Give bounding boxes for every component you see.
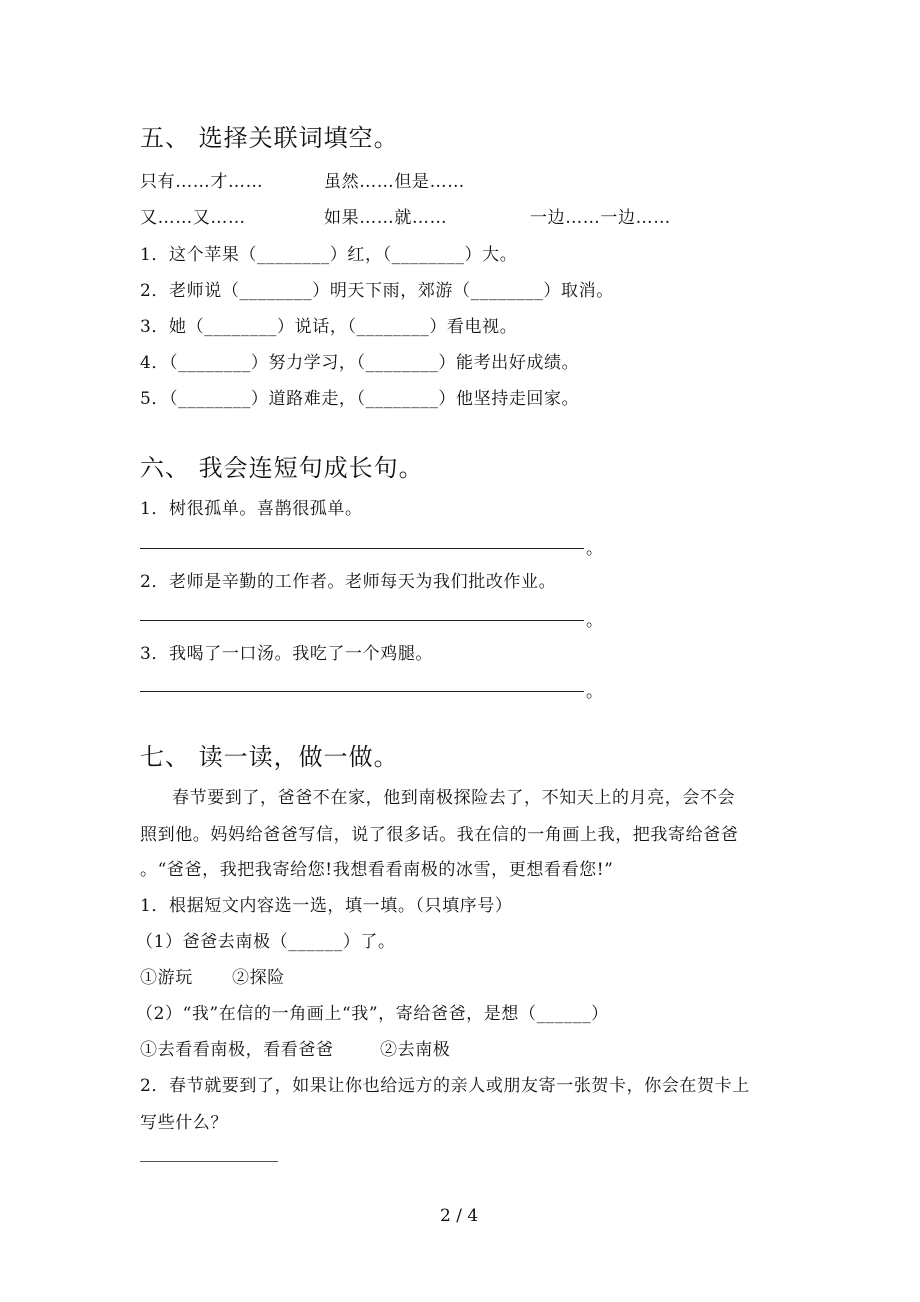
section-5-heading: 五、 选择关联词填空。: [140, 124, 399, 152]
answer-line-end: 。: [586, 682, 604, 702]
answer-line-end: 。: [586, 611, 604, 631]
conjunction-option: 又……又……: [140, 208, 246, 228]
fill-blank-item: 1．这个苹果（________）红，（________）大。: [140, 245, 518, 265]
conjunction-option: 虽然……但是……: [324, 172, 465, 192]
fill-blank-item: 2．老师说（________）明天下雨，郊游（________）取消。: [140, 281, 614, 301]
passage-line: 照到他。妈妈给爸爸写信，说了很多话。我在信的一角画上我，把我寄给爸爸: [140, 825, 739, 845]
fill-blank-item: 5．（________）道路难走，（________）他坚持走回家。: [140, 389, 580, 409]
passage-line: 。“爸爸，我把我寄给您!我想看看南极的冰雪，更想看看您!”: [140, 860, 614, 880]
question-2-continued: 写些什么？: [140, 1113, 228, 1133]
question-1b: （2）“我”在信的一角画上“我”，寄给爸爸，是想（______）: [136, 1004, 609, 1024]
answer-line[interactable]: [140, 1161, 278, 1162]
choice-option: ②探险: [232, 968, 285, 988]
page-number: 2 / 4: [440, 1206, 479, 1226]
question-2: 2．春节就要到了，如果让你也给远方的亲人或朋友寄一张贺卡，你会在贺卡上: [140, 1076, 750, 1096]
conjunction-option: 一边……一边……: [530, 208, 671, 228]
combine-sentence-item: 1．树很孤单。喜鹊很孤单。: [140, 499, 363, 519]
passage-line: 春节要到了，爸爸不在家，他到南极探险去了，不知天上的月亮，会不会: [172, 788, 736, 808]
choice-option: ①去看看南极，看看爸爸: [140, 1040, 334, 1060]
question-1: 1．根据短文内容选一选，填一填。（只填序号）: [140, 896, 513, 916]
section-6-heading: 六、 我会连短句成长句。: [140, 454, 424, 482]
section-7-heading: 七、 读一读，做一做。: [140, 743, 399, 771]
fill-blank-item: 4．（________）努力学习，（________）能考出好成绩。: [140, 353, 580, 373]
conjunction-option: 只有……才……: [140, 172, 264, 192]
combine-sentence-item: 2．老师是辛勤的工作者。老师每天为我们批改作业。: [140, 572, 557, 592]
answer-line[interactable]: [140, 548, 584, 549]
fill-blank-item: 3．她（________）说话，（________）看电视。: [140, 317, 518, 337]
answer-line-end: 。: [586, 539, 604, 559]
choice-option: ②去南极: [380, 1040, 451, 1060]
conjunction-option: 如果……就……: [324, 208, 448, 228]
answer-line[interactable]: [140, 620, 584, 621]
question-1a: （1）爸爸去南极（______）了。: [136, 932, 396, 952]
choice-option: ①游玩: [140, 968, 193, 988]
answer-line[interactable]: [140, 691, 584, 692]
combine-sentence-item: 3．我喝了一口汤。我吃了一个鸡腿。: [140, 644, 434, 664]
